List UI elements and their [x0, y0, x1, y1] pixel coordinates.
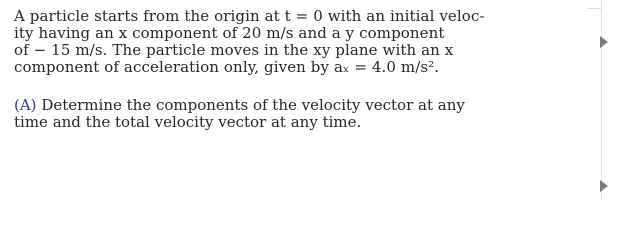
problem-line: of − 15 m/s. The particle moves in the xy plane with an x [14, 41, 454, 59]
frame-divider [601, 0, 602, 199]
frame-corner [587, 0, 601, 9]
right-arrow-icon[interactable] [600, 180, 608, 192]
problem-line: A particle starts from the origin at t = 0 with an initial veloc- [14, 7, 485, 25]
part-a-text: Determine the components of the velocity vector at any [41, 96, 465, 114]
problem-statement [14, 8, 534, 76]
part-a-line: time and the total velocity vector at any time. [14, 113, 362, 131]
part-a-label: (A) [14, 96, 37, 114]
problem-line: component of acceleration only, given by aₓ = 4.0 m/s². [14, 58, 440, 76]
part-a-question [14, 97, 534, 131]
right-arrow-icon[interactable] [600, 36, 608, 48]
problem-line: ity having an x component of 20 m/s and a y component [14, 24, 445, 42]
part-a-line [14, 97, 534, 114]
